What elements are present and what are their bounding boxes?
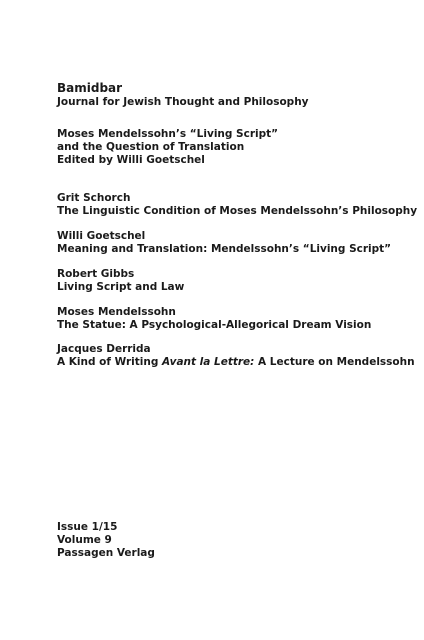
entry-author: Willi Goetschel (57, 230, 146, 242)
theme-line-1: Moses Mendelssohn’s “Living Script” (57, 128, 279, 140)
contents-entry (57, 230, 407, 256)
entry-title: Meaning and Translation: Mendelssohn’s “Living Script” (57, 243, 392, 255)
entry-title-suffix: A Lecture on Mendelssohn (254, 356, 415, 368)
issue-theme (57, 128, 407, 167)
contents-entry (57, 192, 418, 218)
volume-number: Volume 9 (57, 534, 112, 546)
entry-title: The Statue: A Psychological-Allegorical Dream Vision (57, 319, 372, 331)
journal-title: Bamidbar (57, 81, 123, 95)
journal-header (57, 81, 407, 109)
theme-line-2: and the Question of Translation (57, 141, 245, 153)
imprint (57, 521, 407, 560)
journal-subtitle: Journal for Jewish Thought and Philosophy (57, 96, 309, 108)
contents-entry (57, 343, 415, 369)
entry-title: Living Script and Law (57, 281, 185, 293)
entry-title-prefix: A Kind of Writing (57, 356, 163, 368)
entry-title-italic: Avant la Lettre: (162, 356, 255, 368)
entry-title (57, 356, 415, 369)
theme-editor: Edited by Willi Goetschel (57, 154, 205, 166)
issue-number: Issue 1/15 (57, 521, 118, 533)
entry-author: Moses Mendelssohn (57, 306, 176, 318)
publisher-name: Passagen Verlag (57, 547, 155, 559)
contents-entry (57, 306, 407, 332)
entry-title: The Linguistic Condition of Moses Mendelssohn’s Philosophy (57, 205, 418, 217)
contents-entry (57, 268, 407, 294)
entry-author: Robert Gibbs (57, 268, 135, 280)
entry-author: Jacques Derrida (57, 343, 151, 355)
entry-author: Grit Schorch (57, 192, 131, 204)
